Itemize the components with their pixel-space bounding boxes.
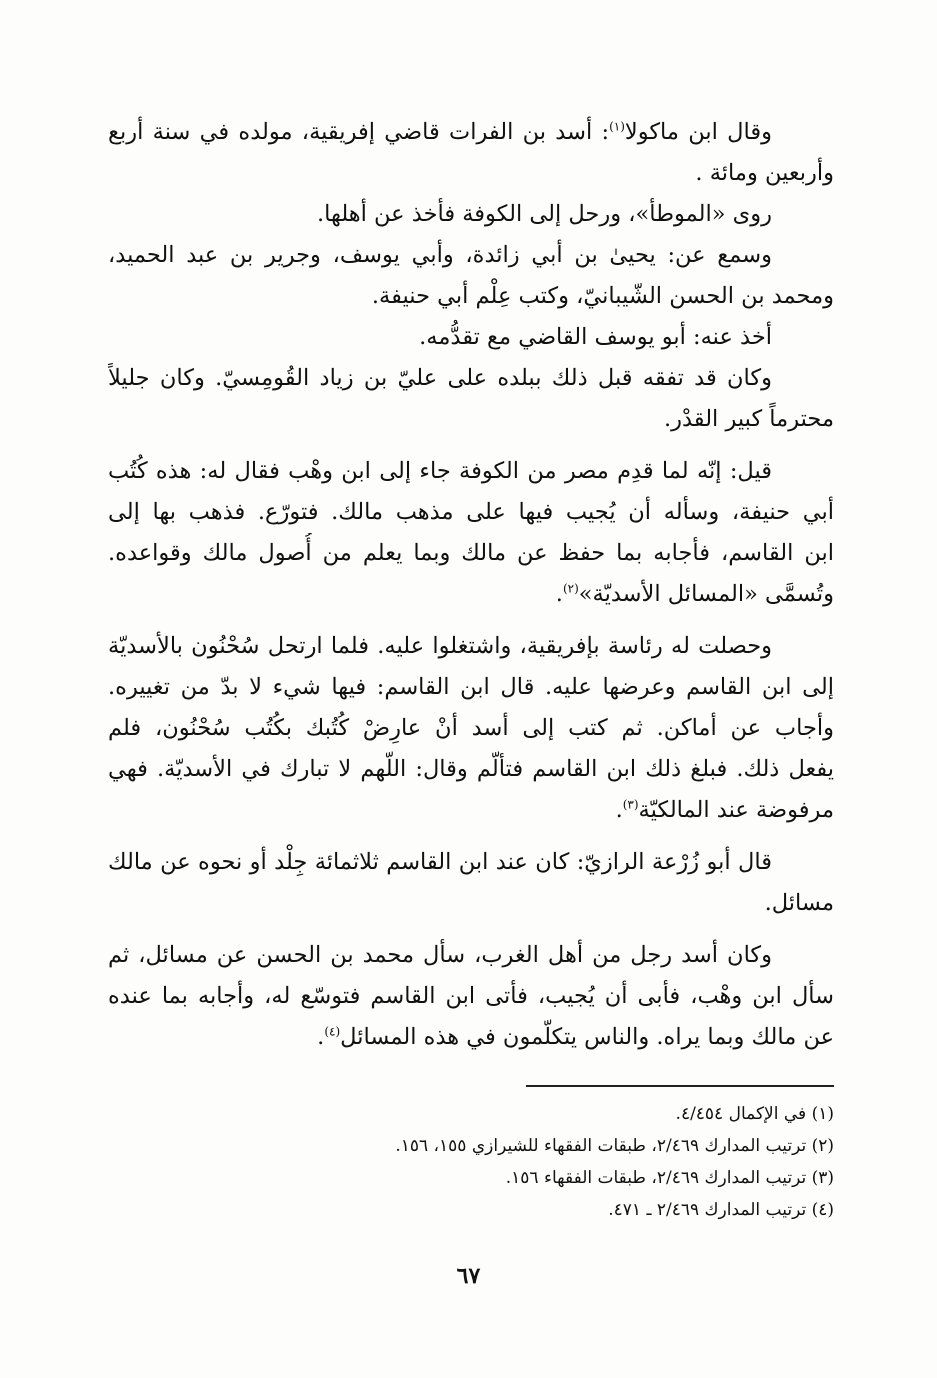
paragraph [108, 626, 834, 831]
paragraph [108, 935, 834, 1058]
text-line: أبي حنيفة، وسأله أن يُجيب فيها على مذهب مالك. فتورّع. فذهب بها إلى [108, 499, 834, 525]
text-line: عن مالك وبما يراه. والناس يتكلّمون في هذه المسائل$^{(٤)}$. [317, 1024, 834, 1050]
text-line: قيل: إنّه لما قدِم مصر من الكوفة جاء إلى ابن وهْب فقال له: هذه كُتُب [108, 458, 772, 484]
text-line: قال أبو زُرْعة الرازيّ: كان عند ابن القاسم ثلاثمائة جِلْد أو نحوه عن مالك [108, 849, 772, 875]
text-line: إلى ابن القاسم وعرضها عليه. قال ابن القاسم: فيها شيء لا بدّ من تغييره. [108, 674, 834, 700]
footnote-ref[interactable]: (٢) [562, 581, 579, 596]
text-line: وكان قد تفقه قبل ذلك ببلده على عليّ بن زياد القُومِسيّ. وكان جليلاً [108, 365, 772, 391]
footnote-4: (٤) ترتيب المدارك ٢/٤٦٩ ـ ٤٧١. [608, 1200, 834, 1220]
footnotes [108, 1098, 834, 1226]
paragraph [108, 194, 834, 235]
footnote-separator [526, 1085, 834, 1087]
text-line: ومحمد بن الحسن الشّيبانيّ، وكتب عِلْم أبي حنيفة. [371, 283, 834, 309]
text-line: وسمع عن: يحيىٰ بن أبي زائدة، وأبي يوسف، وجرير بن عبد الحميد، [108, 242, 772, 268]
text-line: وحصلت له رئاسة بإفريقية، واشتغلوا عليه. فلما ارتحل سُحْنُون بالأسديّة [108, 633, 772, 659]
text-line: سأل ابن وهْب، فأبى أن يُجيب، فأتى ابن القاسم فتوسّع له، وأجابه بما عنده [108, 983, 834, 1009]
footnote-ref[interactable]: (٣) [622, 797, 639, 812]
text-line: روى «الموطأ»، ورحل إلى الكوفة فأخذ عن أهلها. [316, 201, 772, 227]
paragraph [108, 451, 834, 615]
paragraph [108, 317, 834, 358]
text-line: وأجاب عن أماكن. ثم كتب إلى أسد أنْ عارِضْ كُتُبك بكُتُب سُحْنُون، فلم [108, 715, 834, 741]
main-text [108, 112, 834, 1058]
text-line: مسائل. [764, 890, 834, 916]
paragraph [108, 112, 834, 194]
text-line: وأربعين ومائة . [695, 160, 834, 186]
paragraph [108, 842, 834, 924]
paragraph [108, 358, 834, 440]
footnote-3: (٣) ترتيب المدارك ٢/٤٦٩، طبقات الفقهاء ١٥٦. [505, 1168, 834, 1188]
footnote-ref[interactable]: (١) [609, 119, 625, 134]
text-line: وقال ابن ماكولا$^{(١)}$: أسد بن الفرات قاضي إفريقية، مولده في سنة أربع [108, 119, 772, 145]
text-line: وكان أسد رجل من أهل الغرب، سأل محمد بن الحسن عن مسائل، ثم [108, 942, 772, 968]
text-line: ابن القاسم، فأجابه بما حفظ عن مالك وبما يعلم من أُصول مالك وقواعده. [108, 540, 834, 566]
footnote-2: (٢) ترتيب المدارك ٢/٤٦٩، طبقات الفقهاء للشيرازي ١٥٥، ١٥٦. [395, 1136, 834, 1156]
text-line: وتُسمَّى «المسائل الأسديّة»$^{(٢)}$. [555, 581, 834, 607]
footnote-ref[interactable]: (٤) [324, 1024, 341, 1039]
footnote-1: (١) في الإكمال ٤/٤٥٤. [675, 1104, 834, 1124]
paragraph [108, 235, 834, 317]
text-line: محترماً كبير القدْر. [663, 406, 834, 432]
text-line: أخذ عنه: أبو يوسف القاضي مع تقدُّمه. [419, 324, 772, 350]
text-line: يفعل ذلك. فبلغ ذلك ابن القاسم فتألّم وقال: اللّهم لا تبارك في الأسديّة. فهي [108, 756, 834, 782]
text-line: مرفوضة عند المالكيّة$^{(٣)}$. [615, 797, 834, 823]
page-number: ٦٧ [456, 1263, 481, 1289]
